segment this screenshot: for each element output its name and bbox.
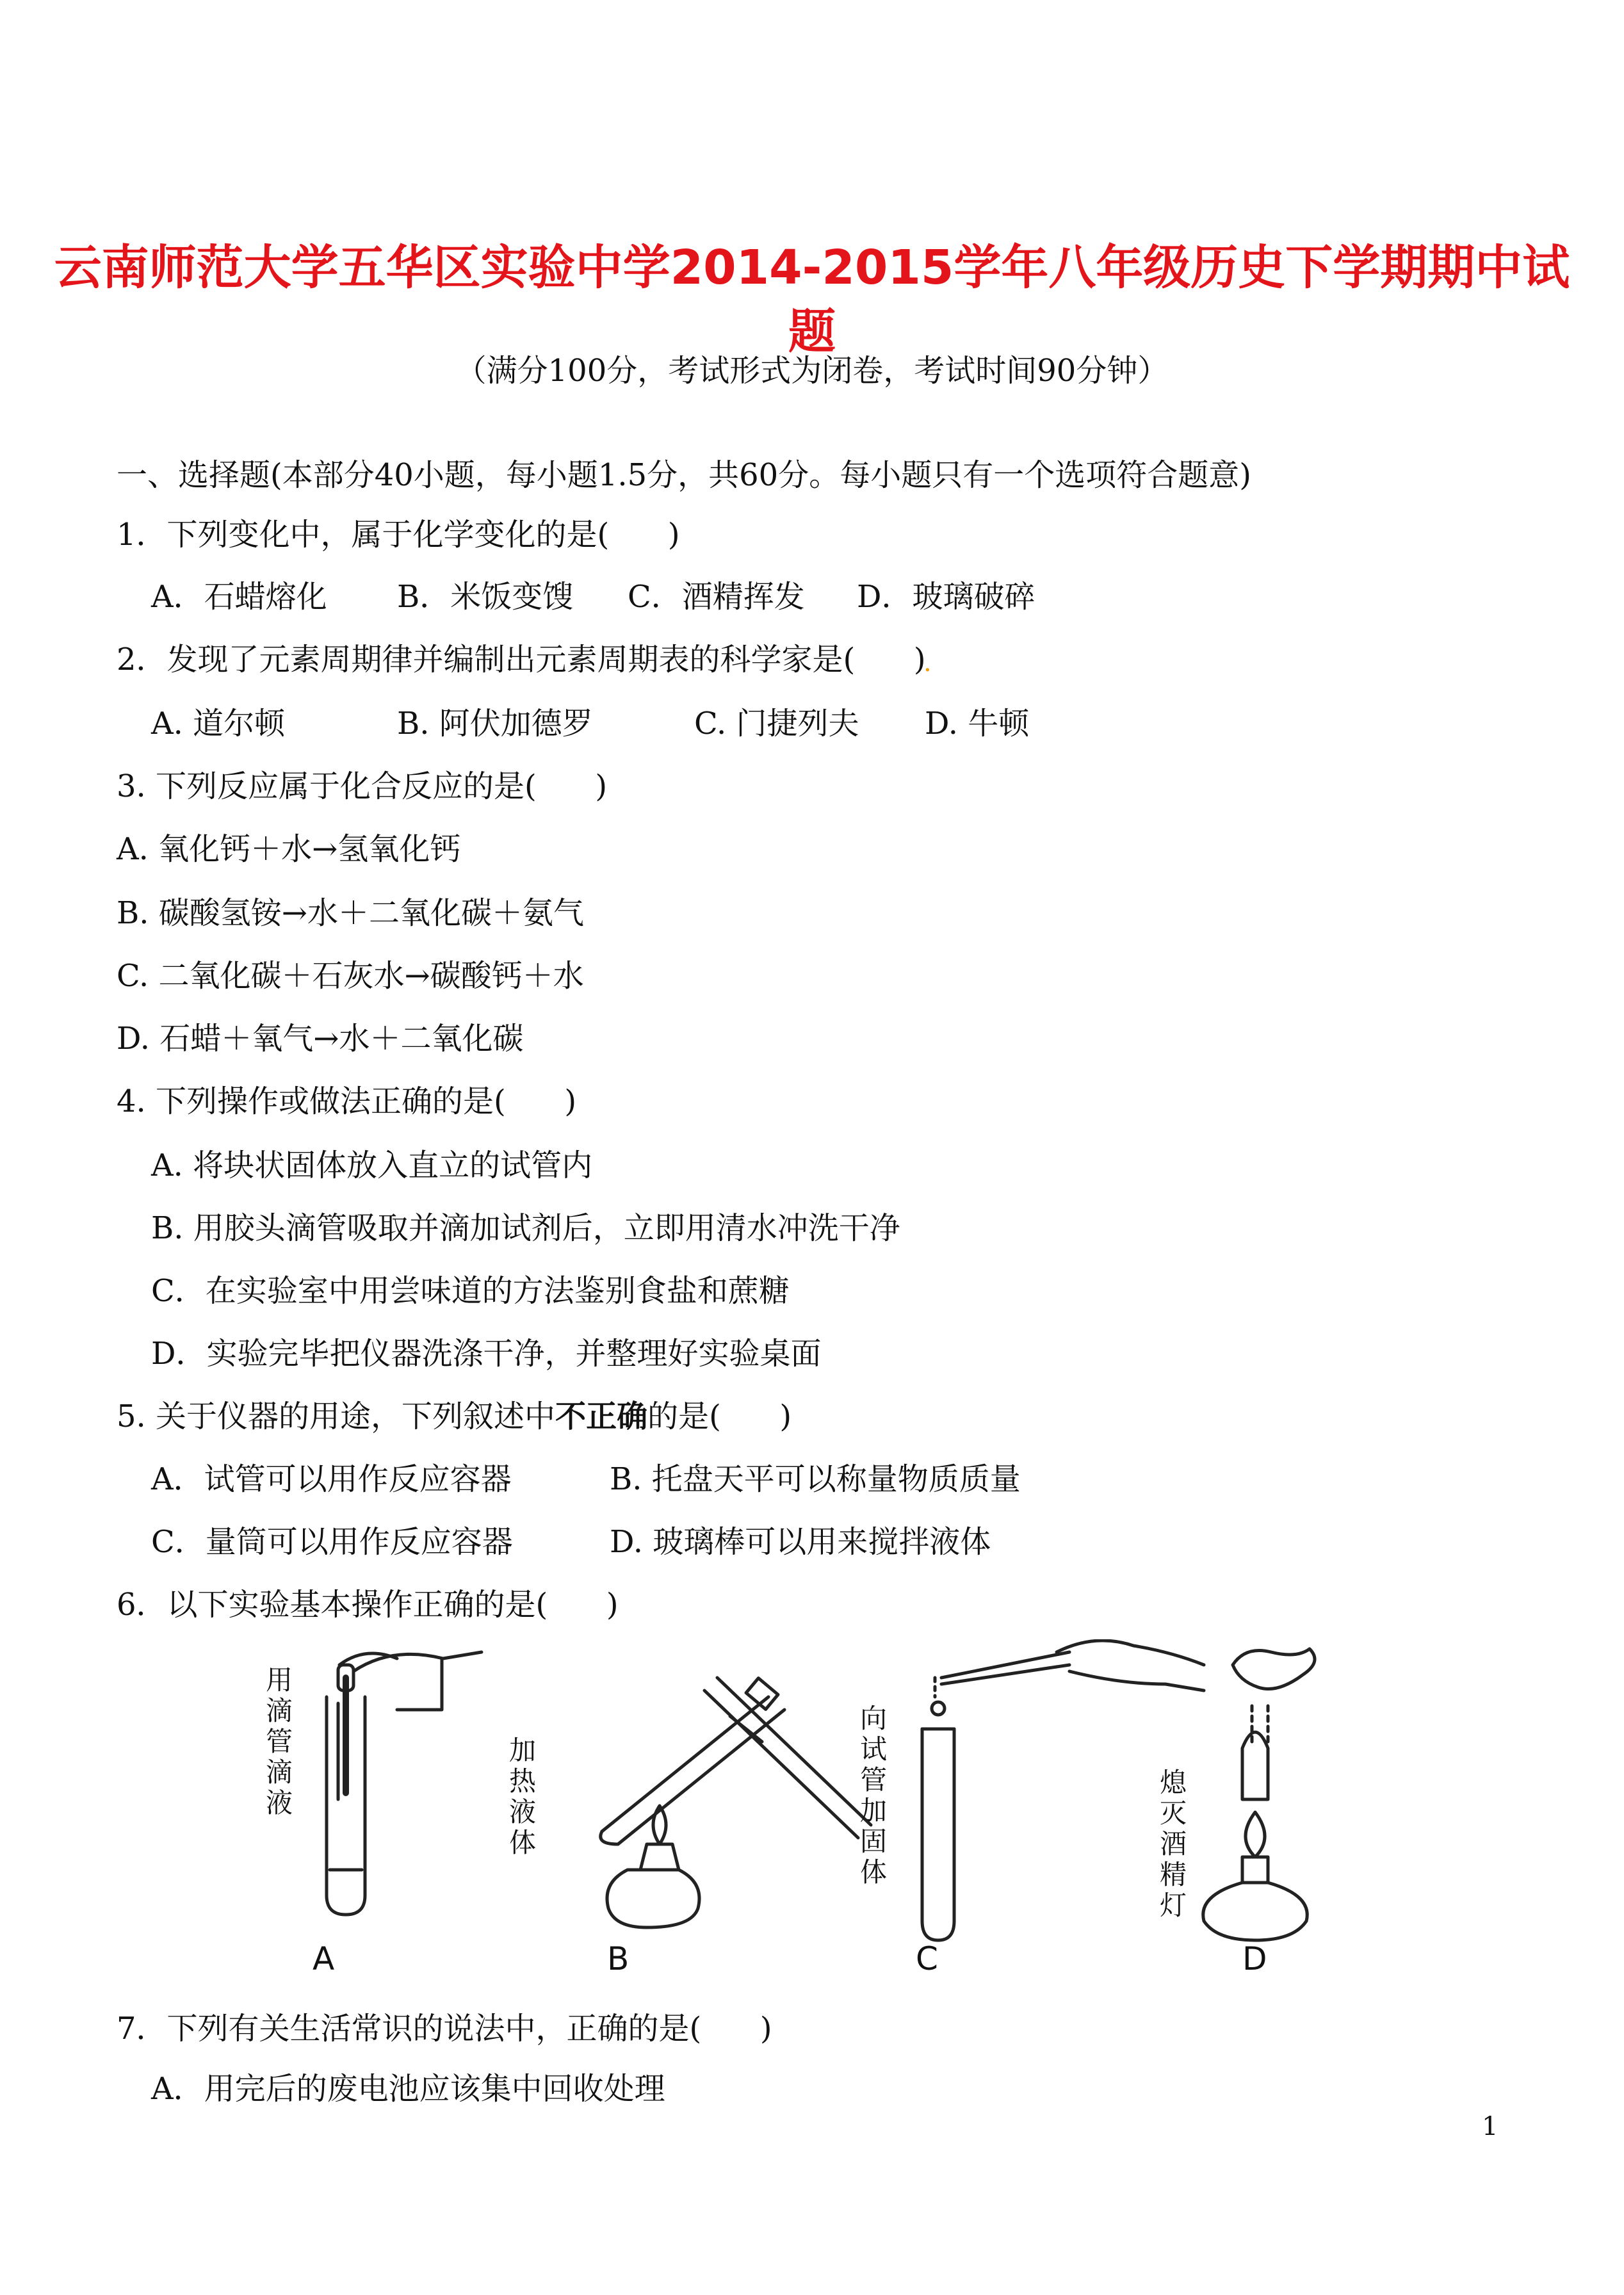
document-title-line-2: 题 — [788, 304, 836, 359]
panel-d-letter: D — [1242, 1940, 1267, 1977]
question-4-option-d: D．实验完毕把仪器洗涤干净，并整理好实验桌面 — [151, 1336, 822, 1372]
question-4-option-c: C．在实验室中用尝味道的方法鉴别食盐和蔗糖 — [151, 1273, 790, 1309]
question-1-stem: 1．下列变化中，属于化学变化的是( ) — [117, 517, 680, 553]
question-7-option-a: A．用完后的废电池应该集中回收处理 — [151, 2071, 665, 2107]
question-5-stem-suffix: 的是( ) — [647, 1399, 792, 1434]
question-4-option-b: B. 用胶头滴管吸取并滴加试剂后，立即用清水冲洗干净 — [151, 1210, 900, 1246]
question-2-option-a: A. 道尔顿 — [151, 706, 286, 742]
question-1-option-c: C．酒精挥发 — [628, 579, 805, 615]
panel-b-label: 加热液体 — [508, 1735, 536, 1858]
panel-c-label: 向试管加固体 — [859, 1703, 887, 1888]
question-1-option-a: A．石蜡熔化 — [151, 579, 327, 615]
question-5-stem-prefix: 5. 关于仪器的用途，下列叙述中 — [117, 1399, 556, 1434]
question-1-option-b: B．米饭变馊 — [397, 579, 574, 615]
panel-d-drawing — [1203, 1649, 1315, 1940]
section-header: 一、选择题(本部分40小题，每小题1.5分，共60分。每小题只有一个选项符合题意) — [117, 457, 1251, 493]
page-number: 1 — [1482, 2112, 1498, 2141]
question-3-option-d: D. 石蜡＋氧气→水＋二氧化碳 — [117, 1021, 524, 1057]
stray-dot-mark: . — [923, 648, 932, 677]
panel-d-label: 熄灭酒精灯 — [1159, 1767, 1187, 1921]
question-3-option-a: A. 氧化钙＋水→氢氧化钙 — [117, 831, 461, 867]
question-3-stem: 3. 下列反应属于化合反应的是( ) — [117, 768, 608, 804]
document-title-line-1: 云南师范大学五华区实验中学2014-2015学年八年级历史下学期期中试 — [54, 240, 1570, 295]
question-2-option-c: C. 门捷列夫 — [694, 706, 859, 742]
question-1-option-d: D．玻璃破碎 — [857, 579, 1035, 615]
question-7-stem: 7．下列有关生活常识的说法中，正确的是( ) — [117, 2011, 772, 2047]
question-6-stem: 6．以下实验基本操作正确的是( ) — [117, 1587, 619, 1623]
question-5-option-c: C．量筒可以用作反应容器 — [151, 1524, 513, 1560]
panel-b-drawing — [601, 1678, 871, 1927]
question-3-option-b: B. 碳酸氢铵→水＋二氧化碳＋氨气 — [117, 895, 585, 931]
question-2-stem: 2．发现了元素周期律并编制出元素周期表的科学家是( ) — [117, 642, 926, 677]
question-4-option-a: A. 将块状固体放入直立的试管内 — [151, 1148, 593, 1183]
question-5-stem — [117, 1397, 792, 1436]
lab-operations-figure — [243, 1639, 1345, 1998]
question-5-option-a: A．试管可以用作反应容器 — [151, 1461, 512, 1497]
question-5-option-b: B. 托盘天平可以称量物质质量 — [610, 1461, 1021, 1497]
panel-a-label: 用滴管滴液 — [265, 1664, 293, 1819]
question-4-stem: 4. 下列操作或做法正确的是( ) — [117, 1083, 577, 1119]
question-5-emphasis: 不正确 — [555, 1399, 648, 1434]
panel-a-drawing — [327, 1652, 482, 1915]
panel-c-letter: C — [916, 1940, 938, 1977]
question-2-option-b: B. 阿伏加德罗 — [397, 706, 593, 742]
panel-a-letter: A — [313, 1940, 335, 1977]
question-5-option-d: D. 玻璃棒可以用来搅拌液体 — [610, 1524, 991, 1560]
panel-b-letter: B — [607, 1940, 629, 1977]
question-3-option-c: C. 二氧化碳＋石灰水→碳酸钙＋水 — [117, 958, 584, 994]
exam-subtitle: （满分100分，考试形式为闭卷，考试时间90分钟） — [455, 353, 1169, 389]
question-2-option-d: D. 牛顿 — [925, 706, 1030, 742]
